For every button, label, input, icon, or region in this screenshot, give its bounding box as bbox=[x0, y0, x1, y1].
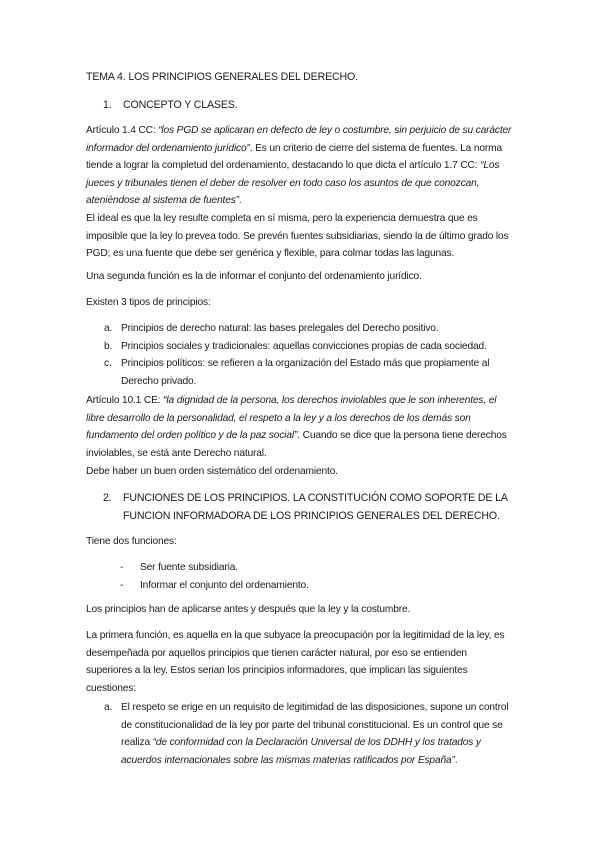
paragraph-order: Debe haber un buen orden sistemático del ordenamiento. bbox=[86, 466, 338, 477]
art-1-4-lead: Artículo 1.4 CC: bbox=[86, 125, 159, 136]
art-10-1-quote: “la dignidad de la persona, los derechos inviolables que le son inherentes, el libre desarrollo de la personalidad, el respeto a la ley y a los derechos de los demás son fundamento del orden político y de la paz social” bbox=[86, 395, 497, 441]
art-1-4-text: . Es un criterio de cierre del sistema de fuentes. La norma tiende a lograr la completud del ordenamiento, destacando lo que dicta el artículo 1.7 CC: bbox=[86, 142, 502, 171]
list-item-text: El respeto se erige en un requisito de legitimidad de las disposiciones, supone un control de constitucionalidad de la ley por parte del tribunal constitucional. Es un control que se realiza bbox=[121, 702, 509, 748]
list-item-end: . bbox=[454, 754, 458, 766]
paragraph-types-intro: Existen 3 tipos de principios: bbox=[86, 297, 211, 308]
section-2-number: 2. bbox=[103, 492, 112, 504]
list-item-text: Informar el conjunto del ordenamiento. bbox=[140, 579, 309, 591]
paragraph-apply: Los principios han de aplicarse antes y después que la ley y la costumbre. bbox=[86, 604, 411, 615]
types-list bbox=[104, 320, 514, 390]
list-item bbox=[104, 355, 514, 390]
art-1-4-end: . bbox=[238, 195, 242, 206]
list-item-quote: “de conformidad con la Declaración Universal de los DDHH y los tratados y acuerdos internacionales sobre las mismas materias ratificados por España” bbox=[121, 737, 481, 766]
paragraph-art-1-4 bbox=[86, 122, 514, 210]
list-item bbox=[104, 699, 514, 769]
paragraph-first-function: La primera función, es aquella en la que subyace la preocupación por la legitimidad de la ley, es desempeñada por aquellos principios que tienen carácter natural, por eso se entienden superiores a la ley. Estos serian los principios informadores, que implican las siguientes cuestiones: bbox=[86, 630, 505, 694]
list-item-text: Principios de derecho natural: las bases prelegales del Derecho positivo. bbox=[121, 323, 439, 334]
paragraph-two-functions: Tiene dos funciones: bbox=[86, 536, 177, 547]
list-item-text: Ser fuente subsidiaria. bbox=[140, 562, 238, 573]
questions-list bbox=[104, 699, 514, 769]
art-1-7-quote: “Los jueces y tribunales tienen el deber de resolver en todo caso los asuntos de que conozcan, ateniéndose al sistema de fuentes” bbox=[86, 160, 500, 206]
section-1-number: 1. bbox=[103, 99, 112, 111]
art-10-1-lead: Artículo 10.1 CE: bbox=[86, 395, 164, 406]
list-marker: a. bbox=[104, 702, 113, 713]
list-item bbox=[104, 338, 514, 356]
paragraph-ideal: El ideal es que la ley resulte completa en sí misma, pero la experiencia demuestra que es imposible que la ley lo prevea todo. Se prevén fuentes subsidiarias, siendo la de último grado los PGD; es una fuente que debe ser genérica y flexible, para colmar todas las lagunas. bbox=[86, 213, 509, 259]
list-marker: c. bbox=[104, 358, 112, 369]
list-item bbox=[104, 320, 514, 338]
functions-list bbox=[120, 559, 500, 594]
art-10-1-end: . Cuando se dice que la persona tiene derechos inviolables, se está ante Derecho natural. bbox=[86, 430, 507, 459]
list-item-text: Principios sociales y tradicionales: aquellas convicciones propias de cada sociedad. bbox=[121, 340, 487, 352]
art-1-4-quote: “los PGD se aplicaran en defecto de ley o costumbre, sin perjuicio de su carácter informador del ordenamiento jurídico” bbox=[86, 125, 512, 154]
section-2-title: FUNCIONES DE LOS PRINCIPIOS. LA CONSTITUCIÓN COMO SOPORTE DE LA FUNCION INFORMADORA DE LOS PRINCIPIOS GENERALES DEL DERECHO. bbox=[123, 492, 508, 522]
list-marker: - bbox=[120, 579, 124, 591]
list-marker: a. bbox=[104, 323, 113, 334]
paragraph-art-10-1 bbox=[86, 392, 514, 462]
list-marker: - bbox=[120, 562, 124, 573]
section-1-heading bbox=[103, 96, 513, 114]
list-marker: b. bbox=[104, 340, 113, 352]
paragraph-second-function: Una segunda función es la de informar el conjunto del ordenamiento jurídico. bbox=[86, 271, 422, 282]
document-title: TEMA 4. LOS PRINCIPIOS GENERALES DEL DERECHO. bbox=[86, 71, 358, 83]
section-1-title: CONCEPTO Y CLASES. bbox=[123, 99, 238, 111]
section-2-heading bbox=[103, 489, 513, 525]
list-item bbox=[120, 559, 500, 577]
list-item-text: Principios políticos: se refieren a la organización del Estado más que propiamente al Derecho privado. bbox=[121, 358, 490, 387]
list-item bbox=[120, 577, 500, 595]
